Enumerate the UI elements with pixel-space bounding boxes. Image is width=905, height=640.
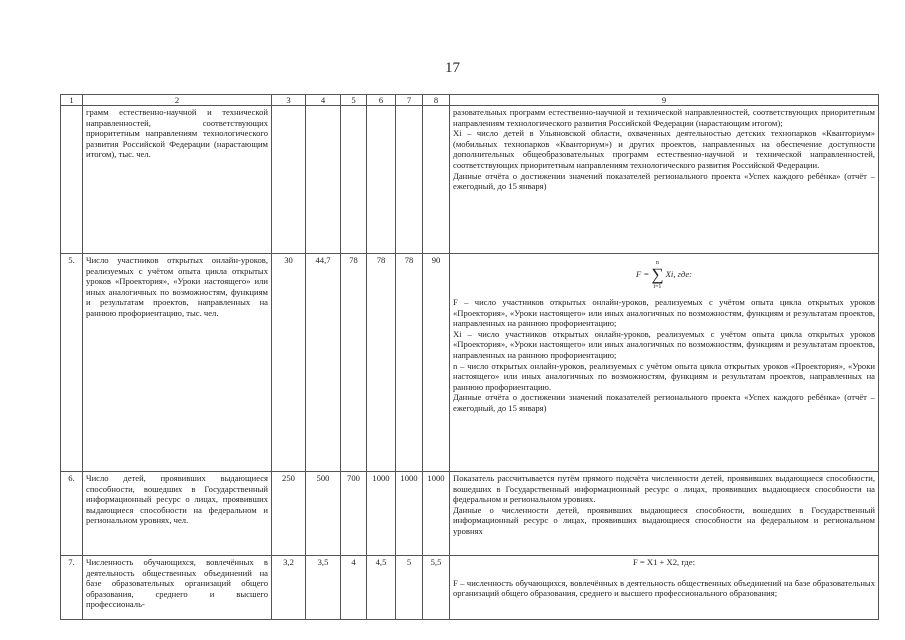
method-description: F – число участников открытых онлайн-уроков, реализуемых с учётом опыта цикла открытых уроков «Проектория», «Уроки настоящего» или иных аналогичных по возможностям, функциям и результатам проектов, направленных на раннюю профориентацию; Xi – число участников открытых онлайн-уроков, реализуемых с учётом опыта цикла открытых уроков «Проектория», «Уроки настоящего» или иных аналогичных по возможностям, функциям и результатам проектов, направленных на раннюю профориентацию; n – число открытых онлайн-уроков, реализуемых с учётом опыта цикла открытых уроков «Проектория», «Уроки настоящего» или иных аналогичных по возможностям, функциям и результатам проектов, направленных на раннюю профориентацию. Данные отчёта о достижении значений показателей регионального проекта «Успех каждого ребёнка» (отчёт – ежегодный, до 15 января) — [453, 297, 875, 413]
value-cell — [367, 106, 396, 254]
header-cell: 2 — [83, 95, 272, 106]
value-cell: 5 — [396, 556, 423, 620]
value-cell: 78 — [396, 254, 423, 472]
value-cell: 700 — [341, 472, 367, 556]
value-cell — [306, 106, 341, 254]
indicator-name: грамм естественно-научной и технической направленностей, соответствующих приоритетным направлениям технологического развития Российской Федерации (нарастающим итогом), тыс. чел. — [83, 106, 272, 254]
value-cell: 1000 — [396, 472, 423, 556]
value-cell: 5,5 — [423, 556, 450, 620]
value-cell — [272, 106, 306, 254]
value-cell: 4,5 — [367, 556, 396, 620]
formula-rhs: Xi, где: — [665, 268, 693, 279]
indicators-table — [60, 94, 879, 620]
method-description-cell — [450, 254, 879, 472]
value-cell — [396, 106, 423, 254]
sum-formula: F = X1 + X2, где: — [632, 557, 696, 567]
method-description: F – численность обучающихся, вовлечённых в деятельность общественных объединений на базе образовательных организаций общего образования, среднего и высшего профессионального образования; — [453, 577, 875, 599]
table-row — [61, 556, 879, 620]
page-number: 17 — [445, 60, 460, 76]
value-cell: 30 — [272, 254, 306, 472]
sum-lower-limit: i=1 — [653, 284, 662, 290]
indicator-name: Число детей, проявивших выдающиеся способности, вошедших в Государственный информационный ресурс о лицах, проявивших выдающиеся способности на федеральном и региональном уровнях, чел. — [83, 472, 272, 556]
table-row — [61, 106, 879, 254]
method-description: разовательных программ естественно-научной и технической направленностей, соответствующих приоритетным направлениям технологического развития Российской Федерации (нарастающим итогом); Xi – число детей в Ульяновской области, охваченных деятельностью детских технопарков «Кванториум» (мобильных технопарков «Кванториум») и других проектов, направленных на обеспечение доступности дополнительных общеобразовательных программ естественно-научной и технической направленностей, соответствующих приоритетным направлениям технологического развития Российской Федерации. Данные отчёта о достижении значений показателей регионального проекта «Успех каждого ребёнка» (отчёт – ежегодный, до 15 января) — [450, 106, 879, 254]
header-cell: 1 — [61, 95, 83, 106]
header-cell: 7 — [396, 95, 423, 106]
header-cell: 9 — [450, 95, 879, 106]
value-cell: 78 — [341, 254, 367, 472]
sigma-symbol: n ∑ i=1 — [651, 260, 664, 290]
method-description: Показатель рассчитывается путём прямого подсчёта численности детей, проявивших выдающиеся способности, вошедших в Государственный информационный ресурс о лицах, проявивших выдающиеся способности на федеральном и региональном уровнях. Данные о численности детей, проявивших выдающиеся способности, вошедших в Государственный информационный ресурс о лицах, проявивших выдающиеся способности на федеральном и региональном уровнях — [450, 472, 879, 556]
header-cell: 4 — [306, 95, 341, 106]
table-header-row — [61, 95, 879, 106]
value-cell: 3,2 — [272, 556, 306, 620]
value-cell — [341, 106, 367, 254]
row-number — [61, 106, 83, 254]
value-cell: 250 — [272, 472, 306, 556]
row-number: 5. — [61, 254, 83, 472]
value-cell: 44,7 — [306, 254, 341, 472]
indicator-name: Число участников открытых онлайн-уроков, реализуемых с учётом опыта цикла открытых уроков «Проектория», «Уроки настоящего» или иных аналогичных по возможностям, функциям и результатам проектов, направленных на раннюю профориентацию, тыс. чел. — [83, 254, 272, 472]
header-cell: 6 — [367, 95, 396, 106]
value-cell: 78 — [367, 254, 396, 472]
header-cell: 3 — [272, 95, 306, 106]
header-cell: 8 — [423, 95, 450, 106]
value-cell: 3,5 — [306, 556, 341, 620]
table-row — [61, 254, 879, 472]
row-number: 6. — [61, 472, 83, 556]
value-cell: 4 — [341, 556, 367, 620]
sum-upper-limit: n — [655, 260, 659, 266]
row-number: 7. — [61, 556, 83, 620]
sum-formula — [453, 255, 875, 297]
formula-lhs: F = — [635, 268, 652, 279]
value-cell: 1000 — [367, 472, 396, 556]
value-cell: 500 — [306, 472, 341, 556]
value-cell — [423, 106, 450, 254]
value-cell: 90 — [423, 254, 450, 472]
header-cell: 5 — [341, 95, 367, 106]
value-cell: 1000 — [423, 472, 450, 556]
table-row — [61, 472, 879, 556]
method-description-cell — [450, 556, 879, 620]
indicator-name: Численность обучающихся, вовлечённых в деятельность общественных объединений на базе образовательных организаций общего образования, среднего и высшего профессиональ- — [83, 556, 272, 620]
